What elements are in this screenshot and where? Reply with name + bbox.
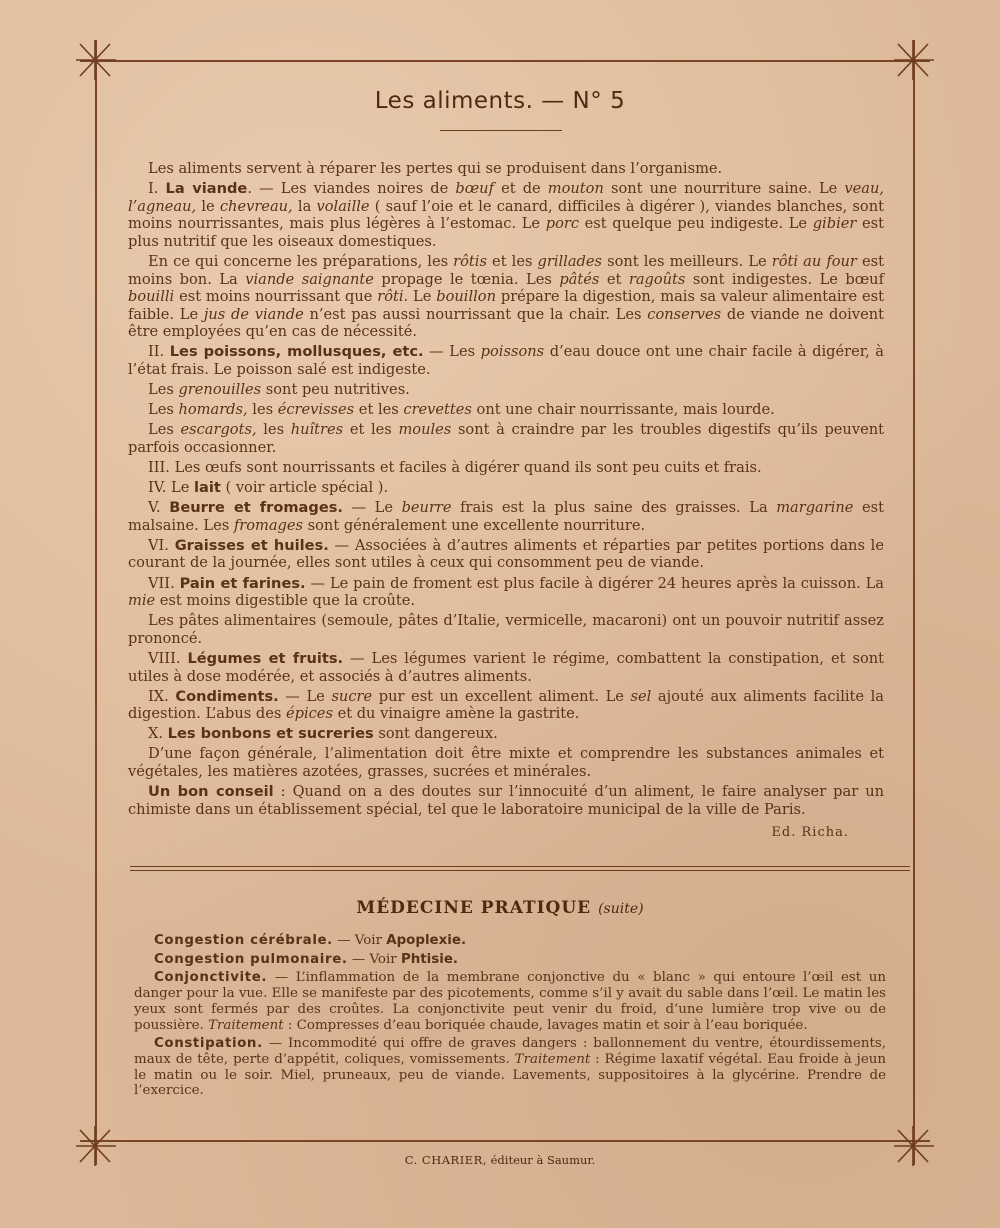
pates-paragraph: Les pâtes alimentaires (semoule, pâtes d’Italie, vermicelle, macaroni) ont un pouvoir nutritif assez prononcé. xyxy=(128,612,884,647)
section-number: VII. xyxy=(148,574,175,592)
text-run: grenouilles xyxy=(178,381,262,399)
text-run: éditeur à Saumur. xyxy=(486,1153,596,1167)
section-number: VI. xyxy=(148,536,169,554)
section-pain xyxy=(128,575,884,610)
medecine-entries xyxy=(134,933,886,1102)
text-run: jus de viande xyxy=(203,305,304,323)
text-run: d’eau douce ont une chair facile à digérer, à l’état frais. Le poisson salé est indigeste. xyxy=(128,343,885,379)
text-run: escargots, xyxy=(180,421,257,439)
entry-reference: Phtisie. xyxy=(400,951,459,967)
section-legumes xyxy=(128,650,884,685)
text-run: et les xyxy=(354,401,404,419)
entry-term: Congestion cérébrale. xyxy=(154,933,333,948)
section-divider xyxy=(130,866,910,871)
escargots-paragraph xyxy=(128,421,884,456)
text-run: ont une chair nourrissante, mais lourde. xyxy=(471,401,775,419)
text-run: est moins bon. La xyxy=(128,252,884,288)
corner-ornament-icon xyxy=(892,38,936,82)
section-heading: lait xyxy=(194,479,221,497)
text-run: écrevisses xyxy=(277,401,355,419)
text-run: et de xyxy=(493,180,548,198)
text-run: — Voir xyxy=(332,933,387,948)
section-number: V. xyxy=(148,499,161,517)
publisher-imprint xyxy=(0,1153,1000,1167)
text-run: sont indigestes. Le bœuf xyxy=(685,270,884,288)
text-run: rôtis xyxy=(453,252,487,270)
section-heading: La viande xyxy=(165,180,248,198)
homards-paragraph xyxy=(128,401,884,419)
section-bonbons xyxy=(128,725,884,743)
text-run: Les xyxy=(148,421,181,439)
medecine-suite: (suite) xyxy=(598,901,644,917)
text-run: homards, xyxy=(178,401,248,419)
text-run: rôti xyxy=(377,288,404,306)
text-run: chevreau, xyxy=(219,197,293,215)
section-graisses xyxy=(128,537,884,572)
text-run: est quelque peu indigeste. Le xyxy=(579,215,813,233)
text-run: En ce qui concerne les préparations, les xyxy=(148,252,454,270)
text-run: mouton xyxy=(547,180,604,198)
text-run: — Le xyxy=(342,499,402,517)
text-run: — Le pain de froment est plus facile à digérer 24 heures après la cuisson. La xyxy=(305,574,885,592)
section-number: X. xyxy=(148,725,164,743)
text-run: de viande ne doivent être employées qu’en cas de nécessité. xyxy=(128,305,884,341)
entry-congestion-pulmonaire xyxy=(134,952,886,968)
publisher-name: C. CHARIER, xyxy=(404,1153,487,1167)
text-run: Les xyxy=(148,401,179,419)
frame-top-rule xyxy=(80,60,930,62)
author-signature: Ed. Richa. xyxy=(771,825,849,841)
text-run: et du vinaigre amène la gastrite. xyxy=(332,705,580,723)
text-run: sel xyxy=(630,687,652,705)
text-run: gibier xyxy=(812,215,857,233)
entry-congestion-cerebrale xyxy=(134,933,886,949)
text-run: ajouté aux aliments facilite la digestion. L’abus des xyxy=(128,687,885,723)
section-beurre xyxy=(128,499,884,534)
entry-term: Congestion pulmonaire. xyxy=(154,951,348,967)
section-heading: Pain et farines. xyxy=(179,574,306,592)
entry-constipation xyxy=(134,1036,886,1099)
text-run: ( voir article spécial ). xyxy=(220,479,389,497)
section-poissons xyxy=(128,343,884,378)
text-run: les xyxy=(247,401,278,419)
section-heading: Les poissons, mollusques, etc. xyxy=(169,343,424,361)
section-condiments xyxy=(128,688,884,723)
text-run: crevettes xyxy=(403,401,472,419)
section-heading: Légumes et fruits. xyxy=(187,649,344,667)
text-run: n’est pas aussi nourrissant que la chair. Les xyxy=(303,305,648,323)
text-run: propage le tœnia. Les xyxy=(373,270,560,288)
frame-right-rule xyxy=(913,40,915,1165)
section-heading: Condiments. xyxy=(175,687,279,705)
text-run: les xyxy=(256,421,291,439)
text-run: est malsaine. Les xyxy=(128,499,884,534)
text-run: bœuf xyxy=(455,180,494,198)
text-run: et les xyxy=(486,252,538,270)
text-run: le xyxy=(196,197,220,215)
text-run: : Régime laxatif végétal. Eau froide à jeun le matin ou le soir. Miel, pruneaux, peu de viande. Lavements, suppositoires à la glycérine. Prendre de l’exercice. xyxy=(134,1051,887,1099)
text-run: Traitement xyxy=(514,1051,591,1067)
text-run: mie xyxy=(128,592,156,610)
text-run: conserves xyxy=(647,305,722,323)
text-run: est plus nutritif que les oiseaux domestiques. xyxy=(128,215,884,250)
entry-conjonctivite xyxy=(134,970,886,1033)
section-oeufs: III. Les œufs sont nourrissants et faciles à digérer quand ils sont peu cuits et frais. xyxy=(148,459,762,476)
section-number: IX. xyxy=(148,687,169,705)
entry-reference: Apoplexie. xyxy=(386,933,467,948)
text-run: bouillon xyxy=(436,288,496,306)
medecine-title xyxy=(0,898,1000,918)
text-run: porc xyxy=(545,215,580,233)
text-run: sucre xyxy=(331,687,373,705)
text-run: volaille xyxy=(316,197,370,215)
text-run: sont une nourriture saine. Le xyxy=(603,180,845,198)
viande-preparations xyxy=(128,253,884,341)
frame-left-rule xyxy=(95,40,97,1165)
page-title: Les aliments. — N° 5 xyxy=(374,88,626,114)
text-run: — Incommodité qui offre de graves dangers : ballonnement du ventre, étourdissements, maux de tête, perte d’appétit, coliques, vomissements. xyxy=(134,1036,886,1067)
text-run: viande saignante xyxy=(245,270,374,288)
text-run: — Les légumes varient le régime, combattent la constipation, et sont utiles à dose modérée, et associés à d’autres aliments. xyxy=(128,649,884,685)
text-run: : Quand on a des doutes sur l’innocuité d’un aliment, le faire analyser par un chimiste dans un établissement spécial, tel que le laboratoire municipal de la ville de Paris. xyxy=(128,783,884,818)
text-run: huîtres xyxy=(290,421,344,439)
text-run: margarine xyxy=(776,499,854,517)
corner-ornament-icon xyxy=(74,38,118,82)
text-run: beurre xyxy=(401,499,452,517)
text-run: rôti au four xyxy=(771,252,857,270)
entry-term: Constipation. xyxy=(154,1036,263,1052)
title-underline xyxy=(440,130,562,131)
text-run: Les xyxy=(148,381,179,399)
text-run: — Associées à d’autres aliments et réparties par petites portions dans le courant de la journée, elles sont utiles à ceux qui consomment peu de viande. xyxy=(128,536,884,572)
text-run: sont généralement une excellente nourriture. xyxy=(303,516,646,534)
section-heading: Les bonbons et sucreries xyxy=(167,725,374,743)
text-run: et xyxy=(599,270,629,288)
section-viande xyxy=(128,180,884,250)
text-run: sont dangereux. xyxy=(373,725,498,743)
section-number: I. xyxy=(148,180,159,198)
grenouilles-paragraph xyxy=(128,381,884,399)
text-run: — Le xyxy=(278,687,332,705)
conclusion-paragraph: D’une façon générale, l’alimentation doit être mixte et comprendre les substances animales et végétales, les matières azotées, grasses, sucrées et minérales. xyxy=(128,745,884,780)
section-lait xyxy=(128,479,884,497)
text-run: épices xyxy=(285,705,333,723)
advice-paragraph xyxy=(128,783,884,818)
section-heading: Graisses et huiles. xyxy=(174,536,329,554)
text-run: pur est un excellent aliment. Le xyxy=(372,687,631,705)
text-run: — Voir xyxy=(347,951,401,967)
text-run: — Les xyxy=(423,343,481,361)
entry-term: Conjonctivite. xyxy=(154,970,268,986)
text-run: fromages xyxy=(233,516,304,534)
text-run: . — Les viandes noires de xyxy=(247,180,456,198)
text-run: sont peu nutritives. xyxy=(261,381,410,399)
text-run: et les xyxy=(343,421,399,439)
frame-bottom-rule xyxy=(80,1140,930,1142)
text-run: ragoûts xyxy=(628,270,686,288)
text-run: : Compresses d’eau boriquée chaude, lavages matin et soir à l’eau boriquée. xyxy=(283,1017,808,1033)
section-heading: Beurre et fromages. xyxy=(169,499,343,517)
text-run: IV. Le xyxy=(148,479,194,497)
text-run: ( sauf l’oie et le canard, difficiles à digérer ), viandes blanches, sont moins nourrissantes, mais plus légères à l’estomac. Le xyxy=(128,197,884,233)
advice-heading: Un bon conseil xyxy=(148,783,274,801)
text-run: prépare la digestion, mais sa valeur alimentaire est faible. Le xyxy=(128,288,885,323)
text-run: Traitement xyxy=(208,1017,284,1033)
intro-paragraph: Les aliments servent à réparer les pertes qui se produisent dans l’organisme. xyxy=(148,160,723,177)
aliments-article xyxy=(128,160,884,842)
text-run: frais est la plus saine des graisses. La xyxy=(451,499,777,517)
medecine-heading: MÉDECINE PRATIQUE xyxy=(356,898,592,918)
text-run: grillades xyxy=(537,252,603,270)
text-run: veau, l’agneau, xyxy=(128,180,885,215)
text-run: pâtés xyxy=(559,270,600,288)
text-run: — L’inflammation de la membrane conjonctive du « blanc » qui entoure l’œil est un danger pour la vue. Elle se manifeste par des picotements, comme s’il y avait du sable dans l’œil. Le matin les yeux sont fermés par des croûtes. La conjonctivite peut venir du froid, d’une lumière trop vive ou de poussière. xyxy=(134,970,886,1033)
text-run: sont les meilleurs. Le xyxy=(602,252,772,270)
text-run: la xyxy=(292,197,317,215)
text-run: poissons xyxy=(480,343,545,361)
text-run: est moins nourrissant que xyxy=(174,288,378,306)
section-number: VIII. xyxy=(148,649,181,667)
text-run: . Le xyxy=(403,288,437,306)
text-run: est moins digestible que la croûte. xyxy=(155,592,416,610)
text-run: moules xyxy=(398,421,452,439)
section-number: II. xyxy=(148,343,165,361)
text-run: sont à craindre par les troubles digestifs qu’ils peuvent parfois occasionner. xyxy=(128,421,884,456)
text-run: bouilli xyxy=(128,288,175,306)
